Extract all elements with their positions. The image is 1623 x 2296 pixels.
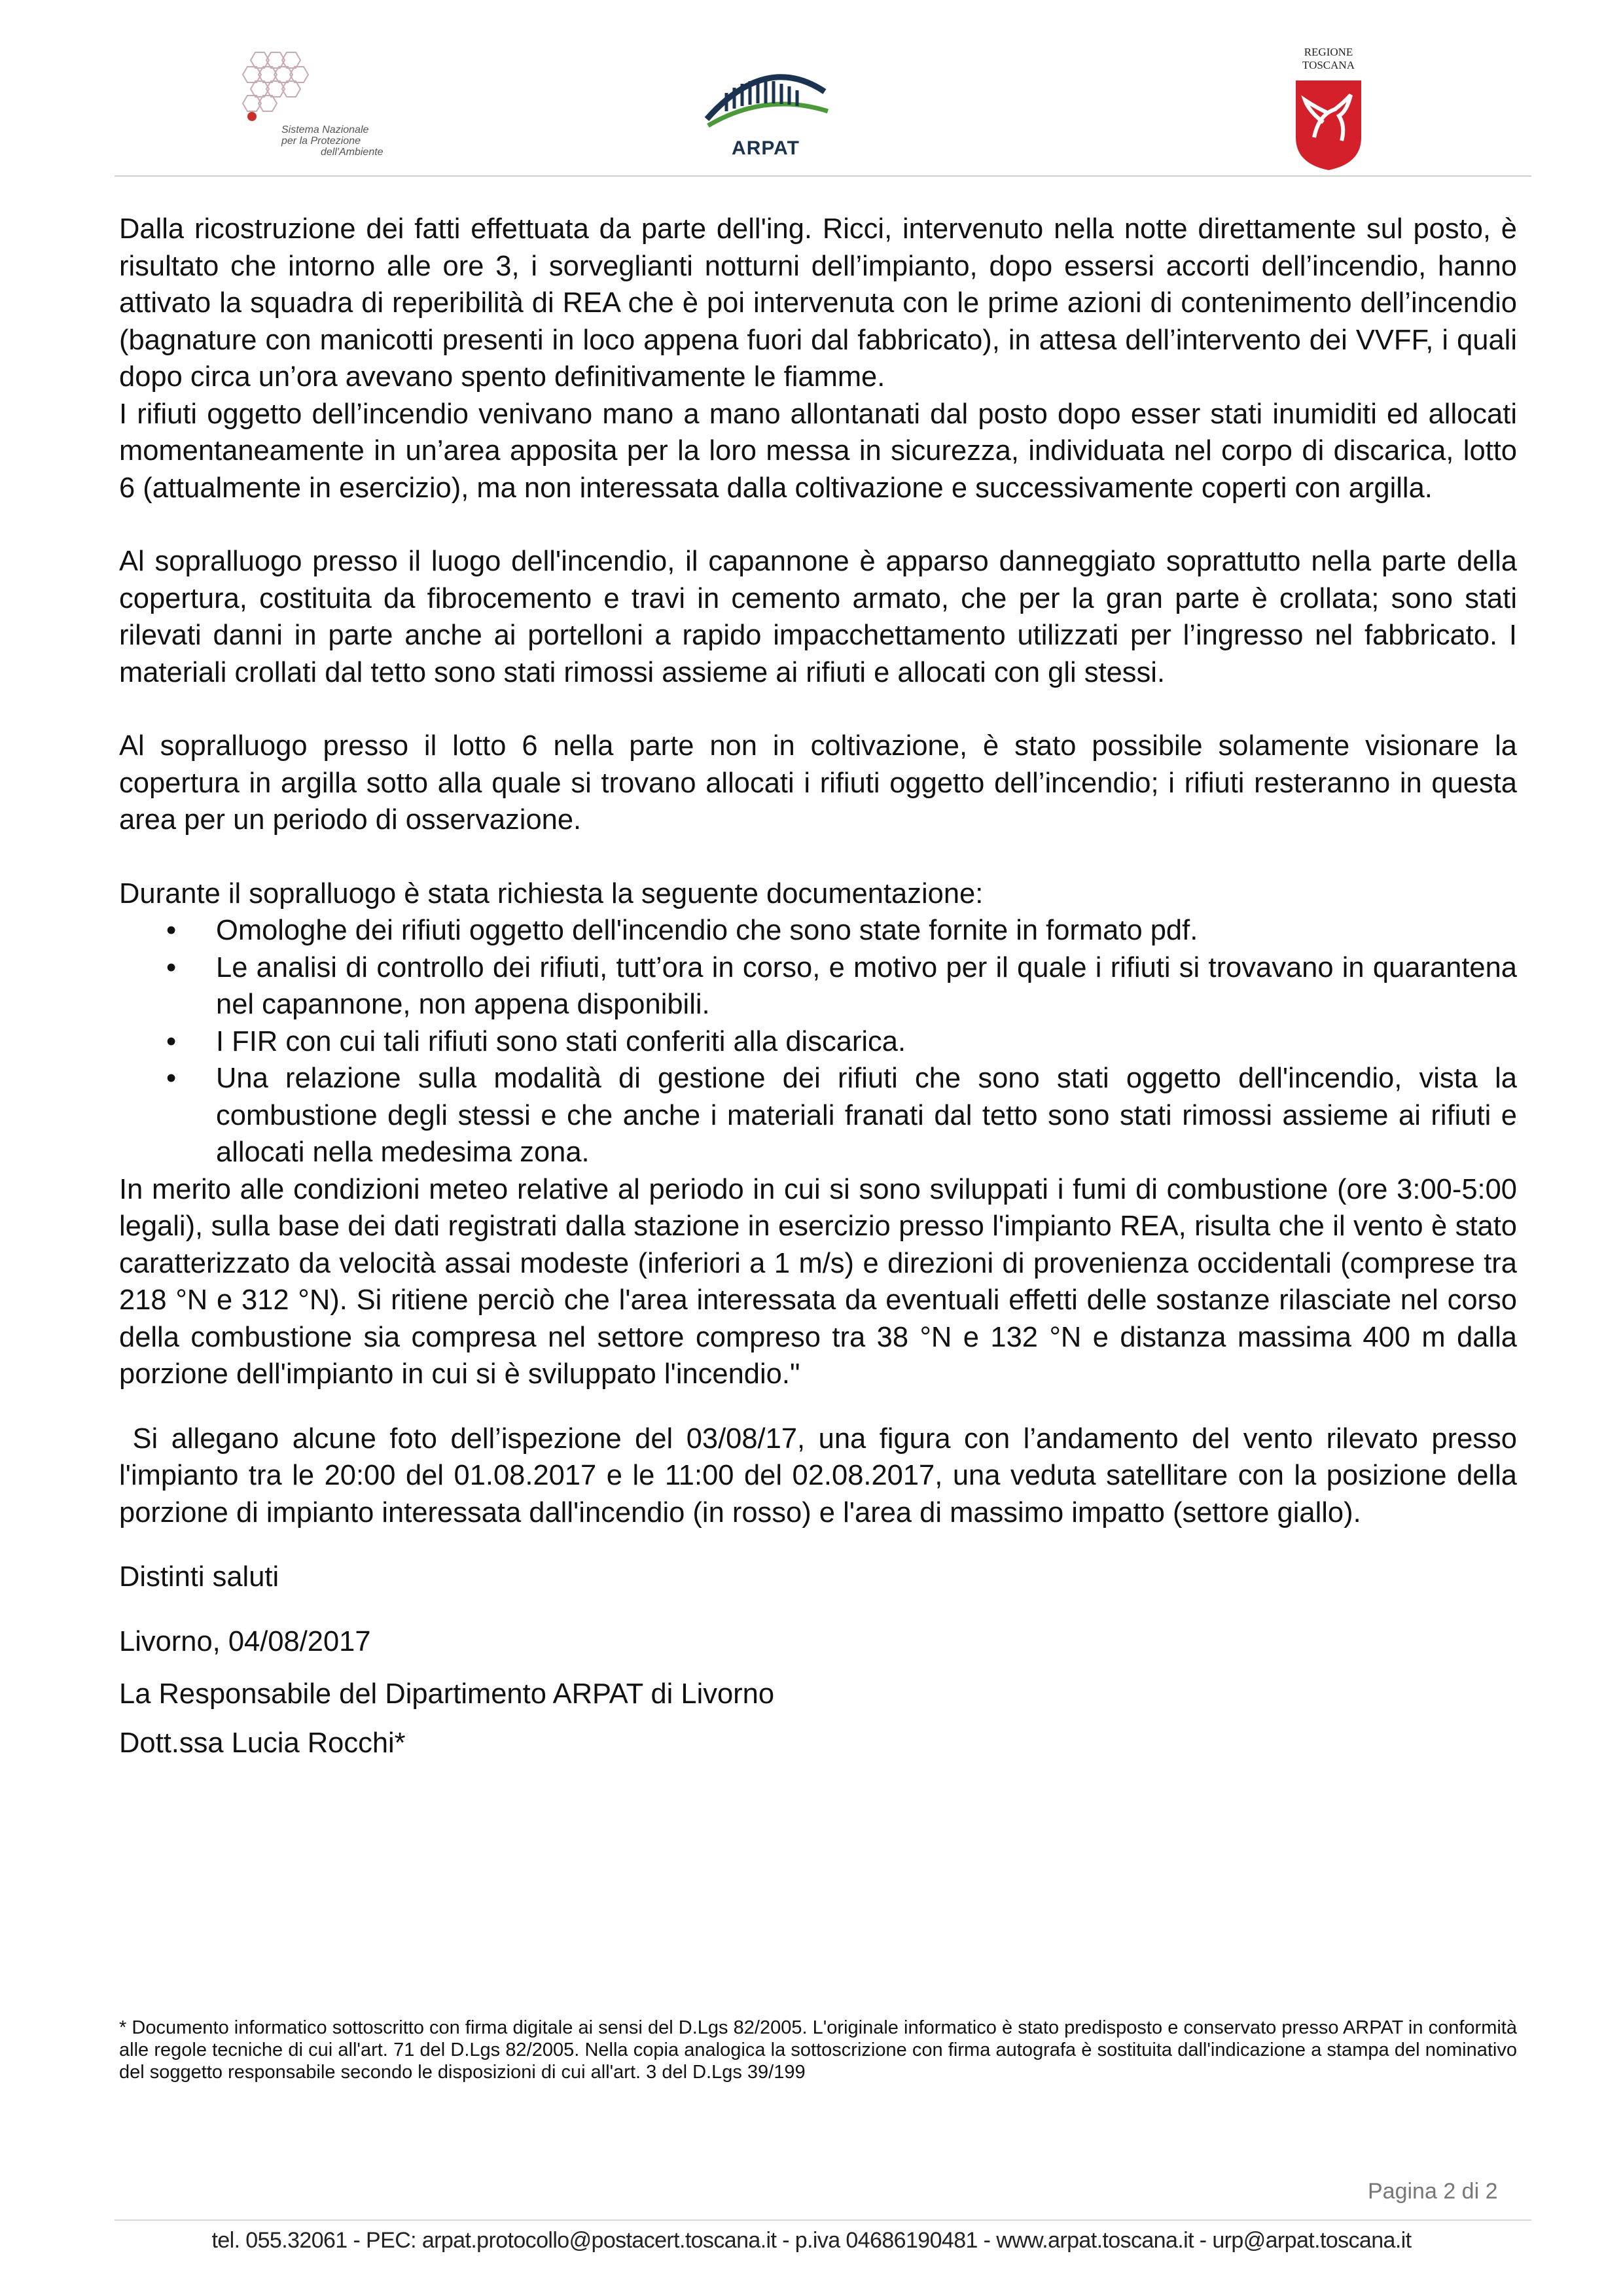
list-item: [119, 1060, 1517, 1171]
regione-toscana-logo: [1283, 46, 1374, 170]
arpat-logo-text: ARPAT: [732, 137, 800, 159]
bullet-icon: •: [166, 915, 177, 946]
digital-signature-footnote: * Documento informatico sottoscritto con firma digitale ai sensi del D.Lgs 82/2005. L'originale informatico è stato predisposto e conservato presso ARPAT in conformità alle regole tecniche di cui all'art. 71 del D.Lgs 82/2005. Nella copia analogica la sottoscrizione con firma autografa è sostituita dall'indicazione a stampa del nominativo del soggetto responsabile secondo le disposizioni di cui all'art. 3 del D.Lgs 39/199: [119, 2017, 1517, 2083]
list-item-text: Omologhe dei rifiuti oggetto dell'incendio che sono state fornite in formato pdf.: [216, 915, 1198, 946]
paragraph-reconstruction: Dalla ricostruzione dei fatti effettuata da parte dell'ing. Ricci, intervenuto nella notte direttamente sul posto, è risultato che intorno alle ore 3, i sorveglianti notturni dell’impianto, dopo essersi accorti dell’incendio, hanno attivato la squadra di reperibilità di REA che è poi intervenuta con le prime azioni di contenimento dell’incendio (bagnature con manicotti presenti in loco appena fuori dal fabbricato), in attesa dell’intervento dei VVFF, i quali dopo circa un’ora avevano spento definitivamente le fiamme.: [119, 213, 1517, 393]
list-intro: Durante il sopralluogo è stata richiesta la seguente documentazione:: [119, 877, 984, 910]
list-item: [119, 949, 1517, 1023]
region-line-2: TOSCANA: [1302, 59, 1355, 71]
documentation-list: [119, 912, 1517, 1171]
snpa-line-2: per la Protezione: [281, 135, 361, 147]
paragraph-weather: In merito alle condizioni meteo relative al periodo in cui si sono sviluppati i fumi di combustione (ore 3:00-5:00 legali), sulla base dei dati registrati dalla stazione in esercizio presso l'impianto REA, risulta che il vento è stato caratterizzato da velocità assai modeste (inferiori a 1 m/s) e direzioni di provenienza occidentali (comprese tra 218 °N e 312 °N). Si ritiene perciò che l'area interessata da eventuali effetti delle sostanze rilasciate nel corso della combustione sia compresa nel settore compreso tra 38 °N e 132 °N e distanza massima 400 m dalla porzione dell'impianto in cui si è sviluppato l'incendio.": [119, 1173, 1517, 1390]
footer-contacts: tel. 055.32061 - PEC: arpat.protocollo@postacert.toscana.it - p.iva 04686190481 - www.arpat.toscana.it - urp@arpat.toscana.it: [211, 2228, 1412, 2253]
bullet-icon: •: [166, 1025, 177, 1057]
arpat-logo: [694, 46, 838, 164]
regione-toscana-text: [1283, 46, 1374, 72]
closing-greeting: Distinti saluti: [119, 1561, 279, 1593]
page-header: [0, 0, 1623, 177]
snpa-hexagon-icon: [236, 46, 347, 131]
bullet-icon: •: [166, 1063, 177, 1094]
paragraph-lot-6: Al sopralluogo presso il lotto 6 nella parte non in coltivazione, è stato possibile solamente visionare la copertura in argilla sotto alla quale si trovano allocati i rifiuti oggetto dell’incendio; i rifiuti resteranno in questa area per un periodo di osservazione.: [119, 730, 1517, 836]
header-divider: [115, 175, 1531, 177]
footer-divider: [115, 2219, 1531, 2221]
snpa-line-1: Sistema Nazionale: [281, 124, 369, 135]
list-item-text: I FIR con cui tali rifiuti sono stati conferiti alla discarica.: [216, 1025, 906, 1057]
paragraph-attachments: Si allegano alcune foto dell’ispezione del 03/08/17, una figura con l’andamento del vento rilevato presso l'impianto tra le 20:00 del 01.08.2017 e le 11:00 del 02.08.2017, una veduta satellitare con la posizione della porzione di impianto interessata dall'incendio (in rosso) e l'area di massimo impatto (settore giallo).: [119, 1422, 1525, 1528]
bullet-icon: •: [166, 951, 177, 983]
paragraph-waste-removal: I rifiuti oggetto dell’incendio venivano mano a mano allontanati dal posto dopo esser stati inumiditi ed allocati momentaneamente in un’area apposita per la loro messa in sicurezza, individuata nel corpo di discarica, lotto 6 (attualmente in esercizio), ma non interessata dalla coltivazione e successivamente coperti con argilla.: [119, 398, 1517, 504]
list-item: [119, 912, 1517, 949]
pegasus-shield-icon: [1283, 75, 1374, 173]
list-item-text: Le analisi di controllo dei rifiuti, tutt’ora in corso, e motivo per il quale i rifiuti si trovavano in quarantena nel capannone, non appena disponibili.: [216, 951, 1517, 1020]
signature-role: La Responsabile del Dipartimento ARPAT di Livorno: [119, 1678, 775, 1710]
place-date: Livorno, 04/08/2017: [119, 1625, 371, 1657]
letter-body: [119, 211, 1525, 1761]
page-number: Pagina 2 di 2: [1368, 2179, 1498, 2204]
paragraph-site-inspection: Al sopralluogo presso il luogo dell'incendio, il capannone è apparso danneggiato soprattutto nella parte della copertura, costituita da fibrocemento e travi in cemento armato, che per la gran parte è crollata; sono stati rilevati danni in parte anche ai portelloni a rapido impacchettamento utilizzati per l’ingresso nel fabbricato. I materiali crollati dal tetto sono stati rimossi assieme ai rifiuti e allocati con gli stessi.: [119, 546, 1517, 688]
snpa-logo-text: [281, 124, 383, 158]
list-item-text: Una relazione sulla modalità di gestione dei rifiuti che sono stati oggetto dell'incendio, vista la combustione degli stessi e che anche i materiali franati dal tetto sono stati rimossi assieme ai rifiuti e allocati nella medesima zona.: [216, 1063, 1517, 1168]
list-item: [119, 1023, 1517, 1061]
snpa-line-3: dell'Ambiente: [321, 147, 383, 158]
arpat-emblem-icon: [694, 46, 838, 137]
snpa-logo: [236, 46, 412, 164]
region-line-1: REGIONE: [1304, 46, 1353, 58]
signature-name: Dott.ssa Lucia Rocchi*: [119, 1727, 406, 1759]
